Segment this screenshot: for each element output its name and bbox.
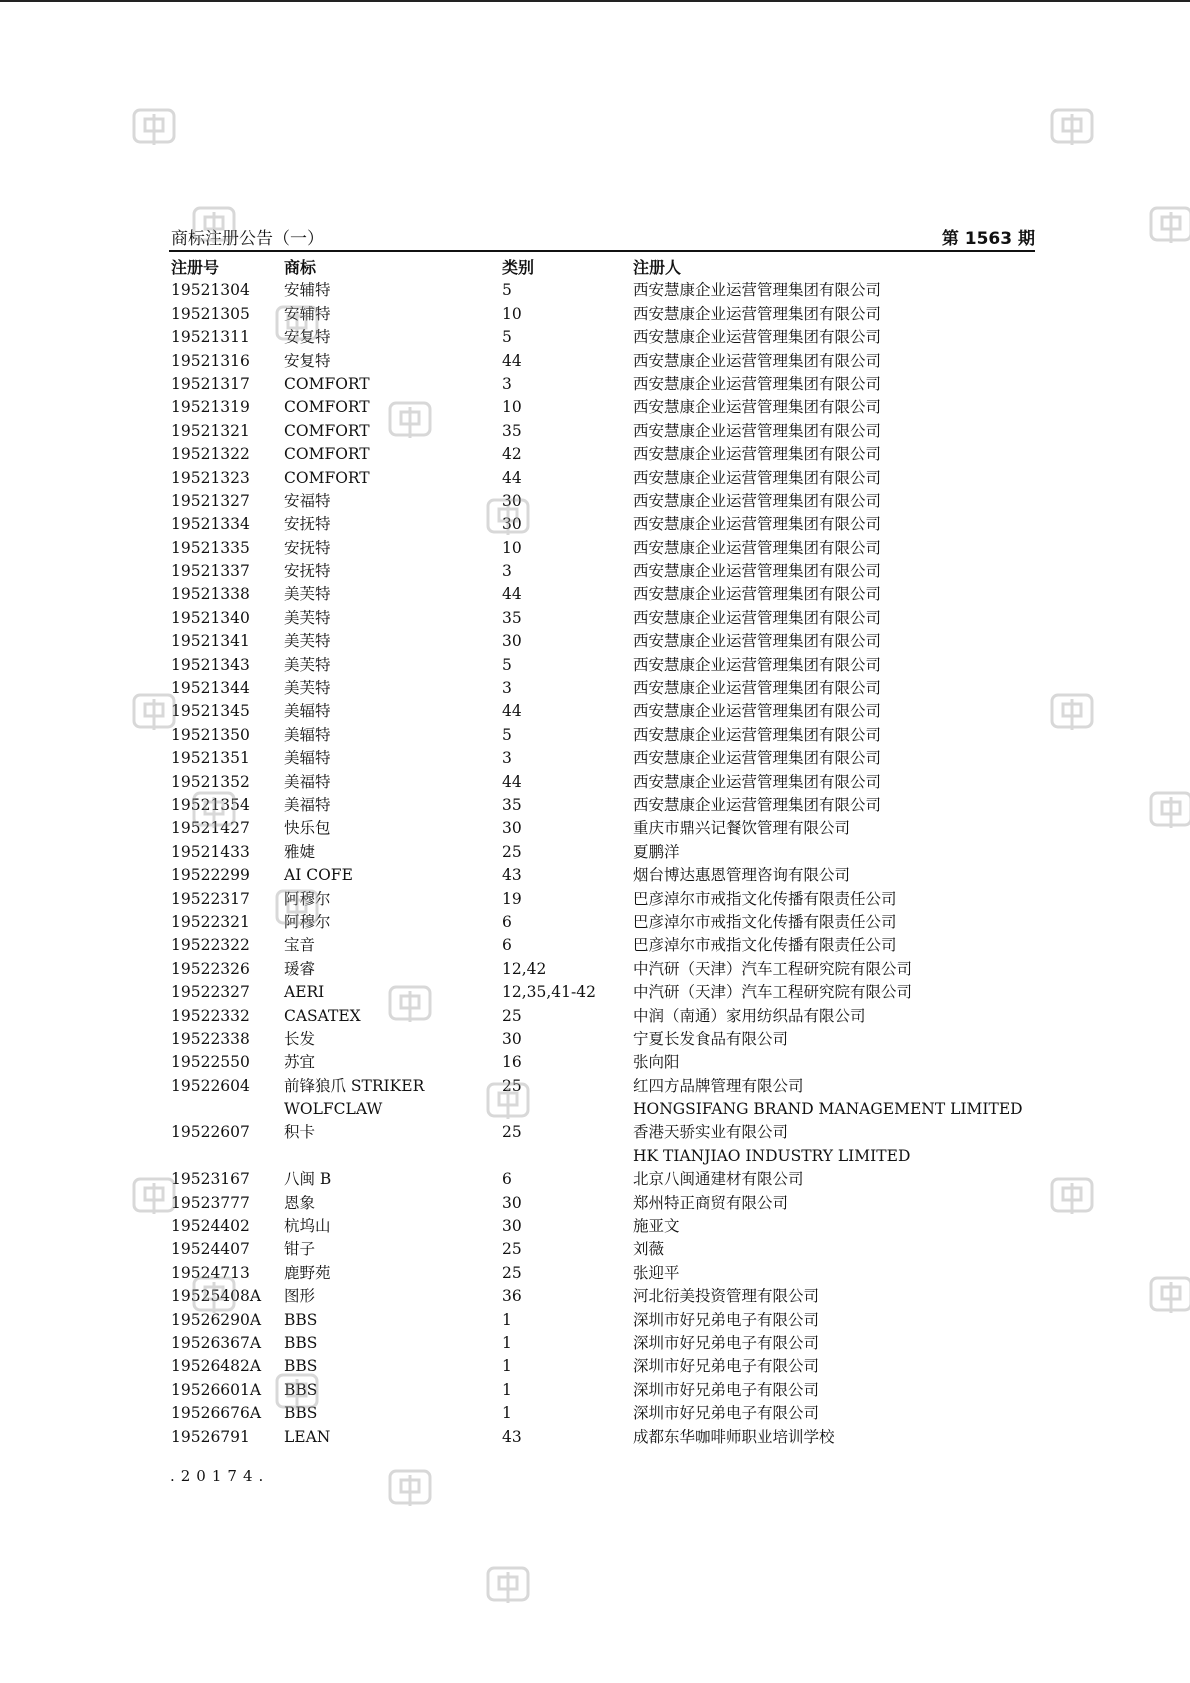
cell-registrant: HK TIANJIAO INDUSTRY LIMITED <box>633 1146 911 1165</box>
cell-reg-no: 19521427 <box>171 819 250 838</box>
cell-registrant: 巴彦淖尔市戒指文化传播有限责任公司 <box>633 912 897 931</box>
cell-class: 30 <box>502 632 522 651</box>
cell-class: 6 <box>502 936 512 955</box>
cell-registrant: 西安慧康企业运营管理集团有限公司 <box>633 328 882 347</box>
cell-mark: 苏宜 <box>284 1053 316 1072</box>
table-row <box>171 513 1035 536</box>
cell-class: 5 <box>502 725 512 744</box>
table-row <box>171 1215 1035 1238</box>
gazette-title: 商标注册公告（一） <box>171 229 324 249</box>
table-row <box>171 958 1035 981</box>
table-row <box>171 817 1035 840</box>
watermark-stamp-icon <box>485 1079 531 1125</box>
cell-class: 16 <box>502 1053 522 1072</box>
table-row <box>171 724 1035 747</box>
cell-mark: 鹿野苑 <box>284 1263 331 1282</box>
cell-registrant: 宁夏长发食品有限公司 <box>633 1029 789 1048</box>
cell-registrant: 河北衍美投资管理有限公司 <box>633 1287 820 1306</box>
cell-reg-no: 19521334 <box>171 515 250 534</box>
page-number: .20174. <box>170 1467 270 1485</box>
cell-reg-no: 19521319 <box>171 398 250 417</box>
watermark-stamp-icon <box>1148 203 1190 249</box>
cell-reg-no: 19521311 <box>171 328 250 347</box>
cell-mark: BBS <box>284 1333 318 1352</box>
cell-class: 19 <box>502 889 522 908</box>
table-row <box>171 1005 1035 1028</box>
cell-reg-no: 19522604 <box>171 1076 250 1095</box>
cell-class: 42 <box>502 445 522 464</box>
table-row <box>171 1309 1035 1332</box>
watermark-stamp-icon <box>485 495 531 541</box>
table-row <box>171 1145 1035 1168</box>
cell-class: 25 <box>502 1076 522 1095</box>
header-rule <box>169 250 1035 252</box>
cell-registrant: 西安慧康企业运营管理集团有限公司 <box>633 749 882 768</box>
cell-reg-no: 19522299 <box>171 866 250 885</box>
watermark-stamp-icon <box>131 105 177 151</box>
table-row <box>171 677 1035 700</box>
cell-mark: 美辐特 <box>284 725 331 744</box>
cell-reg-no: 19521316 <box>171 351 250 370</box>
cell-class: 6 <box>502 912 512 931</box>
cell-reg-no: 19521335 <box>171 538 250 557</box>
table-row <box>171 981 1035 1004</box>
cell-mark: 积卡 <box>284 1123 316 1142</box>
table-row <box>171 1098 1035 1121</box>
cell-registrant: 张迎平 <box>633 1263 680 1282</box>
cell-class: 5 <box>502 328 512 347</box>
table-header-row <box>171 256 1035 279</box>
cell-class: 30 <box>502 1217 522 1236</box>
watermark-stamp-icon <box>191 788 237 834</box>
col-class-header: 类别 <box>502 258 535 277</box>
watermark-stamp-icon <box>1148 788 1190 834</box>
cell-mark: CASATEX <box>284 1006 361 1025</box>
cell-reg-no: 19521351 <box>171 749 250 768</box>
cell-class: 1 <box>502 1357 512 1376</box>
cell-class: 25 <box>502 842 522 861</box>
cell-class: 10 <box>502 304 522 323</box>
cell-mark: BBS <box>284 1310 318 1329</box>
watermark-stamp-icon <box>131 1174 177 1220</box>
cell-reg-no: 19521354 <box>171 795 250 814</box>
watermark-stamp-icon <box>274 302 320 348</box>
cell-registrant: 香港天骄实业有限公司 <box>633 1123 789 1142</box>
cell-reg-no: 19521341 <box>171 632 250 651</box>
watermark-stamp-icon <box>387 398 433 444</box>
cell-mark: COMFORT <box>284 398 370 417</box>
cell-registrant: 深圳市好兄弟电子有限公司 <box>633 1404 820 1423</box>
page-header <box>171 224 1035 250</box>
cell-class: 1 <box>502 1380 512 1399</box>
cell-registrant: 西安慧康企业运营管理集团有限公司 <box>633 795 882 814</box>
cell-class: 1 <box>502 1310 512 1329</box>
cell-reg-no: 19523167 <box>171 1170 250 1189</box>
cell-registrant: 西安慧康企业运营管理集团有限公司 <box>633 608 882 627</box>
cell-mark: 美芙特 <box>284 608 331 627</box>
cell-mark: 美芙特 <box>284 585 331 604</box>
cell-mark: 八闽 B <box>284 1170 332 1189</box>
cell-mark: 阿穆尔 <box>284 889 331 908</box>
cell-mark: 安复特 <box>284 351 331 370</box>
cell-reg-no: 19521337 <box>171 562 250 581</box>
cell-registrant: 巴彦淖尔市戒指文化传播有限责任公司 <box>633 889 897 908</box>
cell-class: 10 <box>502 398 522 417</box>
cell-mark: COMFORT <box>284 445 370 464</box>
cell-registrant: 重庆市鼎兴记餐饮管理有限公司 <box>633 819 851 838</box>
table-row <box>171 747 1035 770</box>
table-row <box>171 654 1035 677</box>
cell-class: 3 <box>502 374 512 393</box>
cell-reg-no: 19522607 <box>171 1123 250 1142</box>
cell-mark: 安福特 <box>284 491 331 510</box>
watermark-stamp-icon <box>274 1370 320 1416</box>
cell-registrant: 西安慧康企业运营管理集团有限公司 <box>633 515 882 534</box>
cell-reg-no: 19521327 <box>171 491 250 510</box>
cell-mark: 美辐特 <box>284 749 331 768</box>
cell-class: 43 <box>502 866 522 885</box>
cell-mark: BBS <box>284 1380 318 1399</box>
cell-registrant: 西安慧康企业运营管理集团有限公司 <box>633 281 882 300</box>
cell-mark: AI COFE <box>284 866 353 885</box>
cell-registrant: 中润（南通）家用纺织品有限公司 <box>633 1006 866 1025</box>
cell-class: 25 <box>502 1006 522 1025</box>
cell-registrant: 深圳市好兄弟电子有限公司 <box>633 1380 820 1399</box>
cell-reg-no: 19521304 <box>171 281 250 300</box>
cell-mark: 杭坞山 <box>284 1217 331 1236</box>
cell-mark: 安辅特 <box>284 304 331 323</box>
watermark-stamp-icon <box>387 982 433 1028</box>
cell-registrant: 西安慧康企业运营管理集团有限公司 <box>633 655 882 674</box>
table-row <box>171 934 1035 957</box>
cell-mark: 图形 <box>284 1287 316 1306</box>
cell-reg-no: 19521305 <box>171 304 250 323</box>
cell-mark: 美芙特 <box>284 632 331 651</box>
cell-mark: BBS <box>284 1404 318 1423</box>
cell-class: 35 <box>502 421 522 440</box>
cell-mark: COMFORT <box>284 468 370 487</box>
cell-mark: 瑗睿 <box>284 959 316 978</box>
watermark-stamp-icon <box>191 1273 237 1319</box>
cell-registrant: 西安慧康企业运营管理集团有限公司 <box>633 562 882 581</box>
top-rule <box>0 0 1190 2</box>
cell-registrant: HONGSIFANG BRAND MANAGEMENT LIMITED <box>633 1100 1023 1119</box>
cell-reg-no: 19522321 <box>171 912 250 931</box>
cell-registrant: 北京八闽通建材有限公司 <box>633 1170 804 1189</box>
watermark-stamp-icon <box>485 1563 531 1609</box>
cell-class: 35 <box>502 795 522 814</box>
cell-mark: AERI <box>284 983 325 1002</box>
cell-mark: 安抚特 <box>284 515 331 534</box>
cell-registrant: 刘薇 <box>633 1240 665 1259</box>
cell-registrant: 西安慧康企业运营管理集团有限公司 <box>633 725 882 744</box>
cell-reg-no: 19523777 <box>171 1193 250 1212</box>
table-row <box>171 1051 1035 1074</box>
cell-class: 10 <box>502 538 522 557</box>
cell-reg-no: 19522338 <box>171 1029 250 1048</box>
table-row <box>171 490 1035 513</box>
cell-reg-no: 19522332 <box>171 1006 250 1025</box>
cell-class: 12,35,41-42 <box>502 983 596 1002</box>
cell-registrant: 西安慧康企业运营管理集团有限公司 <box>633 445 882 464</box>
cell-registrant: 夏鹏洋 <box>633 842 680 861</box>
table-row <box>171 1285 1035 1308</box>
issue-number: 第 1563 期 <box>941 229 1035 249</box>
table-row <box>171 1262 1035 1285</box>
table-row <box>171 537 1035 560</box>
cell-class: 25 <box>502 1263 522 1282</box>
cell-class: 1 <box>502 1404 512 1423</box>
cell-class: 44 <box>502 468 522 487</box>
cell-registrant: 红四方品牌管理有限公司 <box>633 1076 804 1095</box>
cell-class: 3 <box>502 749 512 768</box>
cell-mark: 长发 <box>284 1029 316 1048</box>
cell-mark: 雅婕 <box>284 842 316 861</box>
table-row <box>171 396 1035 419</box>
cell-class: 44 <box>502 702 522 721</box>
table-row <box>171 1075 1035 1098</box>
table-row <box>171 771 1035 794</box>
table-row <box>171 467 1035 490</box>
cell-registrant: 西安慧康企业运营管理集团有限公司 <box>633 538 882 557</box>
cell-registrant: 西安慧康企业运营管理集团有限公司 <box>633 702 882 721</box>
table-row <box>171 420 1035 443</box>
cell-class: 30 <box>502 515 522 534</box>
cell-reg-no: 19524402 <box>171 1217 250 1236</box>
watermark-stamp-icon <box>1049 690 1095 736</box>
table-row <box>171 583 1035 606</box>
cell-registrant: 西安慧康企业运营管理集团有限公司 <box>633 468 882 487</box>
cell-class: 1 <box>502 1333 512 1352</box>
cell-reg-no: 19524713 <box>171 1263 250 1282</box>
cell-mark: 阿穆尔 <box>284 912 331 931</box>
cell-reg-no: 19525408A <box>171 1287 262 1306</box>
cell-reg-no: 19526676A <box>171 1404 262 1423</box>
cell-reg-no: 19526482A <box>171 1357 262 1376</box>
cell-registrant: 施亚文 <box>633 1217 680 1236</box>
table-row <box>171 1426 1035 1449</box>
cell-mark: COMFORT <box>284 421 370 440</box>
cell-class: 44 <box>502 351 522 370</box>
watermark-stamp-icon <box>1148 1273 1190 1319</box>
table-row <box>171 607 1035 630</box>
table-row <box>171 350 1035 373</box>
cell-mark: 美辐特 <box>284 702 331 721</box>
cell-registrant: 西安慧康企业运营管理集团有限公司 <box>633 421 882 440</box>
table-row <box>171 794 1035 817</box>
cell-reg-no: 19526290A <box>171 1310 262 1329</box>
cell-mark: 美芙特 <box>284 679 331 698</box>
cell-mark: 钳子 <box>284 1240 316 1259</box>
cell-class: 43 <box>502 1427 522 1446</box>
col-reg-no-header: 注册号 <box>171 258 220 277</box>
cell-mark: 安抚特 <box>284 562 331 581</box>
cell-registrant: 成都东华咖啡师职业培训学校 <box>633 1427 835 1446</box>
cell-class: 25 <box>502 1123 522 1142</box>
watermark-stamp-icon <box>387 1466 433 1512</box>
cell-reg-no: 19521317 <box>171 374 250 393</box>
cell-reg-no: 19521322 <box>171 445 250 464</box>
cell-class: 5 <box>502 281 512 300</box>
cell-registrant: 郑州特正商贸有限公司 <box>633 1193 789 1212</box>
cell-class: 44 <box>502 772 522 791</box>
table-row <box>171 1238 1035 1261</box>
cell-class: 3 <box>502 562 512 581</box>
cell-mark: BBS <box>284 1357 318 1376</box>
col-registrant-header: 注册人 <box>633 258 682 277</box>
cell-mark: 宝音 <box>284 936 316 955</box>
cell-mark: 安复特 <box>284 328 331 347</box>
cell-class: 30 <box>502 1193 522 1212</box>
cell-mark: 美芙特 <box>284 655 331 674</box>
table-row <box>171 1121 1035 1144</box>
cell-mark: COMFORT <box>284 374 370 393</box>
cell-class: 25 <box>502 1240 522 1259</box>
cell-reg-no: 19521352 <box>171 772 250 791</box>
table-row <box>171 443 1035 466</box>
cell-class: 35 <box>502 608 522 627</box>
cell-registrant: 中汽研（天津）汽车工程研究院有限公司 <box>633 959 913 978</box>
cell-reg-no: 19522326 <box>171 959 250 978</box>
cell-class: 36 <box>502 1287 522 1306</box>
table-row <box>171 1168 1035 1191</box>
cell-registrant: 西安慧康企业运营管理集团有限公司 <box>633 351 882 370</box>
cell-reg-no: 19521321 <box>171 421 250 440</box>
table-row <box>171 373 1035 396</box>
cell-registrant: 西安慧康企业运营管理集团有限公司 <box>633 491 882 510</box>
cell-reg-no: 19526367A <box>171 1333 262 1352</box>
cell-mark: 美福特 <box>284 772 331 791</box>
cell-reg-no: 19521340 <box>171 608 250 627</box>
table-row <box>171 700 1035 723</box>
cell-mark: 美福特 <box>284 795 331 814</box>
cell-reg-no: 19521323 <box>171 468 250 487</box>
cell-reg-no: 19526791 <box>171 1427 250 1446</box>
cell-class: 12,42 <box>502 959 547 978</box>
table-row <box>171 560 1035 583</box>
cell-reg-no: 19521338 <box>171 585 250 604</box>
cell-class: 30 <box>502 819 522 838</box>
cell-registrant: 西安慧康企业运营管理集团有限公司 <box>633 679 882 698</box>
cell-mark: WOLFCLAW <box>284 1100 383 1119</box>
cell-mark: LEAN <box>284 1427 331 1446</box>
cell-class: 6 <box>502 1170 512 1189</box>
table-row <box>171 1332 1035 1355</box>
table-row <box>171 841 1035 864</box>
cell-class: 3 <box>502 679 512 698</box>
cell-registrant: 西安慧康企业运营管理集团有限公司 <box>633 304 882 323</box>
cell-mark: 安抚特 <box>284 538 331 557</box>
cell-registrant: 深圳市好兄弟电子有限公司 <box>633 1310 820 1329</box>
cell-reg-no: 19521433 <box>171 842 250 861</box>
cell-registrant: 深圳市好兄弟电子有限公司 <box>633 1357 820 1376</box>
cell-class: 44 <box>502 585 522 604</box>
table-row <box>171 279 1035 302</box>
table-row <box>171 1192 1035 1215</box>
cell-reg-no: 19526601A <box>171 1380 262 1399</box>
cell-registrant: 中汽研（天津）汽车工程研究院有限公司 <box>633 983 913 1002</box>
watermark-stamp-icon <box>191 203 237 249</box>
cell-mark: 恩象 <box>284 1193 316 1212</box>
cell-reg-no: 19521350 <box>171 725 250 744</box>
table-row <box>171 864 1035 887</box>
cell-reg-no: 19521343 <box>171 655 250 674</box>
cell-class: 5 <box>502 655 512 674</box>
cell-class: 30 <box>502 491 522 510</box>
table-row <box>171 1028 1035 1051</box>
table-row <box>171 630 1035 653</box>
cell-registrant: 西安慧康企业运营管理集团有限公司 <box>633 398 882 417</box>
cell-registrant: 深圳市好兄弟电子有限公司 <box>633 1333 820 1352</box>
cell-reg-no: 19522327 <box>171 983 250 1002</box>
cell-class: 30 <box>502 1029 522 1048</box>
cell-reg-no: 19522317 <box>171 889 250 908</box>
watermark-stamp-icon <box>274 886 320 932</box>
watermark-stamp-icon <box>131 690 177 736</box>
cell-registrant: 巴彦淖尔市戒指文化传播有限责任公司 <box>633 936 897 955</box>
trademark-table <box>171 256 1035 1449</box>
cell-mark: 快乐包 <box>284 819 331 838</box>
cell-registrant: 烟台博达惠恩管理咨询有限公司 <box>633 866 851 885</box>
cell-registrant: 张向阳 <box>633 1053 680 1072</box>
cell-reg-no: 19521345 <box>171 702 250 721</box>
cell-reg-no: 19524407 <box>171 1240 250 1259</box>
col-mark-header: 商标 <box>284 258 317 277</box>
cell-registrant: 西安慧康企业运营管理集团有限公司 <box>633 374 882 393</box>
cell-reg-no: 19522550 <box>171 1053 250 1072</box>
cell-reg-no: 19522322 <box>171 936 250 955</box>
cell-mark: 安辅特 <box>284 281 331 300</box>
cell-mark: 前锋狼爪 STRIKER <box>284 1076 425 1095</box>
watermark-stamp-icon <box>1049 105 1095 151</box>
cell-registrant: 西安慧康企业运营管理集团有限公司 <box>633 585 882 604</box>
cell-registrant: 西安慧康企业运营管理集团有限公司 <box>633 772 882 791</box>
cell-registrant: 西安慧康企业运营管理集团有限公司 <box>633 632 882 651</box>
cell-reg-no: 19521344 <box>171 679 250 698</box>
watermark-stamp-icon <box>1049 1174 1095 1220</box>
